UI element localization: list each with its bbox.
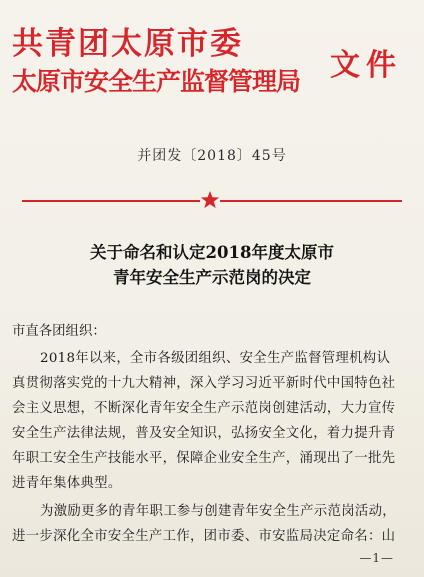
document-number: 并团发〔2018〕45号 xyxy=(137,148,287,164)
document-type-label: 文件 xyxy=(330,48,402,83)
page-number: —1— xyxy=(359,551,394,565)
body-line: 安全生产法律法规，普及安全知识，弘扬安全文化，着力提升青 xyxy=(12,426,396,441)
issuer-safety-bureau: 太原市安全生产监督管理局 xyxy=(12,67,301,96)
body-line: 真贯彻落实党的十九大精神，深入学习习近平新时代中国特色社 xyxy=(12,376,396,391)
divider-left xyxy=(22,200,200,202)
document-header xyxy=(12,10,412,100)
star-icon xyxy=(200,190,220,210)
body-line: 会主义思想，不断深化青年安全生产示范岗创建活动，大力宣传 xyxy=(12,401,396,416)
body-line: 进青年集体典型。 xyxy=(12,476,122,491)
divider-right xyxy=(220,200,402,202)
salutation: 市直各团组织： xyxy=(12,324,106,339)
issuer-youth-league: 共青团太原市委 xyxy=(12,26,243,62)
body-line: 进一步深化全市安全生产工作，团市委、市安监局决定命名：山 xyxy=(12,529,396,544)
document-title-line-1: 关于命名和认定2018年度太原市 xyxy=(90,243,334,262)
document-title-line-2: 青年安全生产示范岗的决定 xyxy=(113,268,311,287)
body-line: 为激励更多的青年职工参与创建青年安全生产示范岗活动， xyxy=(40,504,396,519)
body-line: 年职工安全生产技能水平，保障企业安全生产，涌现出了一批先 xyxy=(12,451,396,466)
body-line: 2018年以来，全市各级团组织、安全生产监督管理机构认 xyxy=(40,351,391,366)
